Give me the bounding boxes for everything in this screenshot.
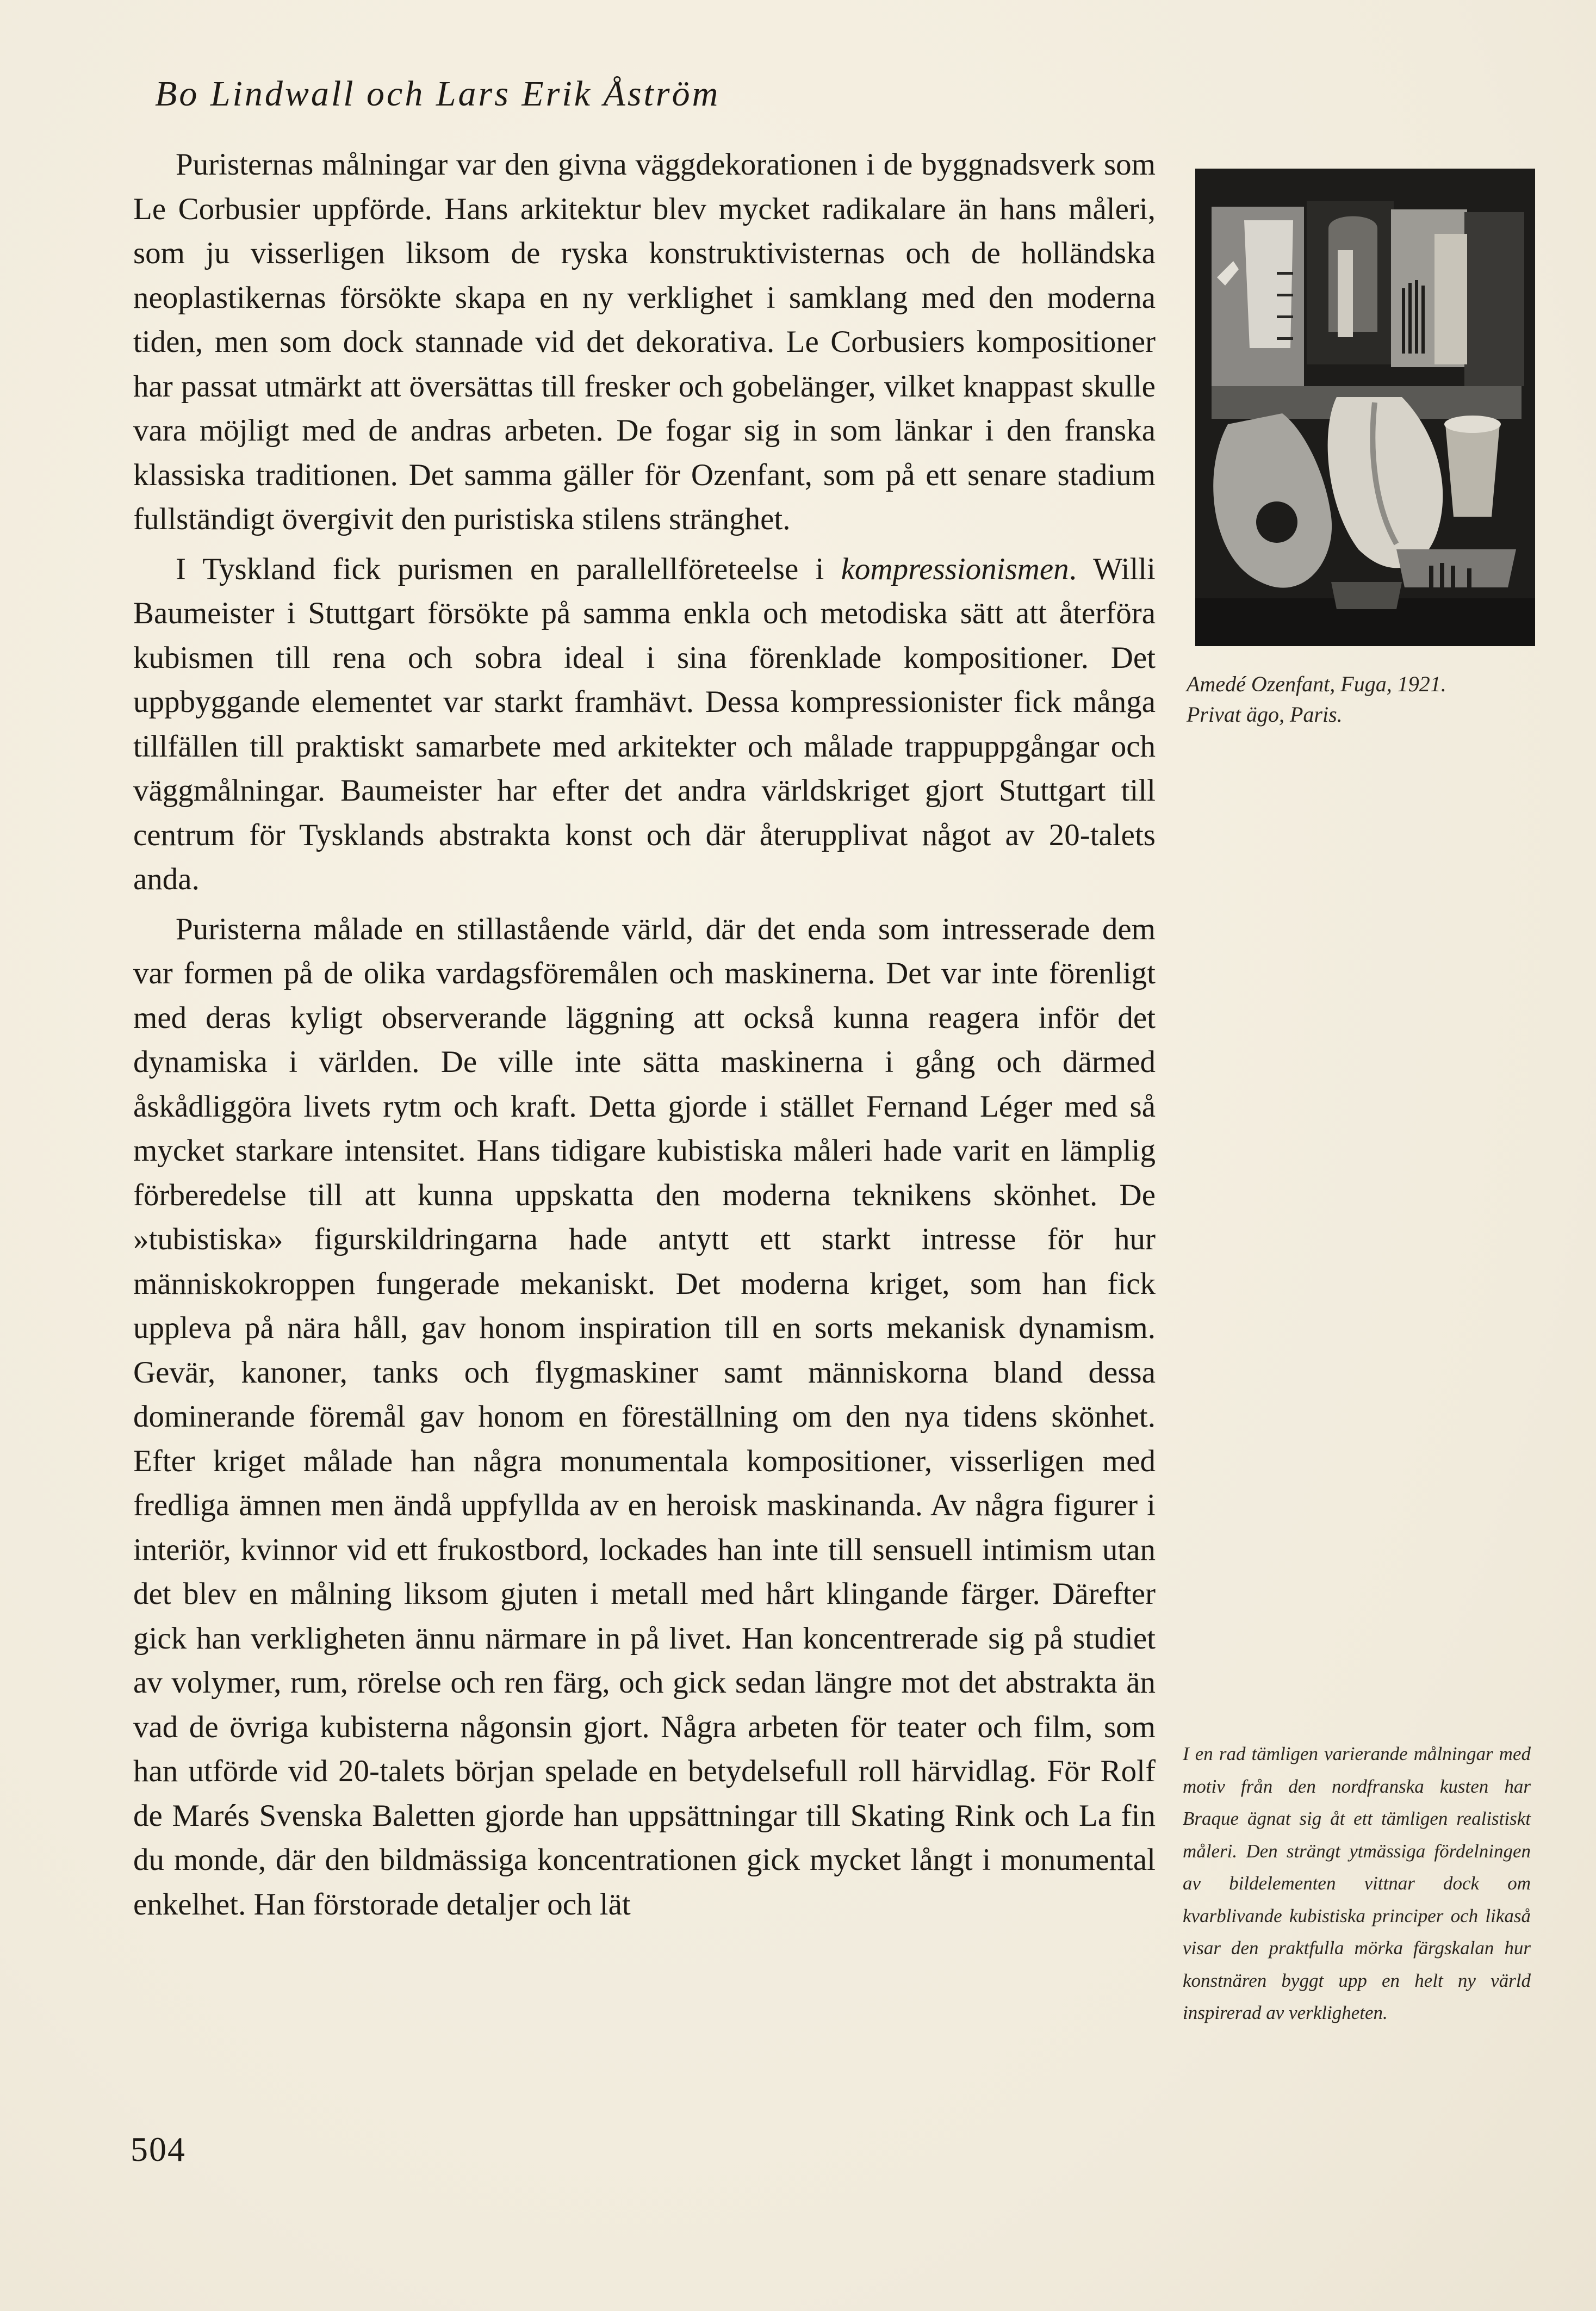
paragraph-2-emphasis: kompressionismen xyxy=(841,552,1069,586)
paragraph-3: Puristerna målade en stillastående värld, där det enda som intresserade dem var formen på de olika vardagsföremålen och maskinerna. Det var inte förenligt med deras kyligt observerande läggning att också kunna reagera inför det dynamiska i världen. De ville inte sätta maskinerna i gång och därmed åskådliggöra livets rytm och kraft. Detta gjorde i stället Fernand Léger med så mycket starkare intensitet. Hans tidigare kubistiska måleri hade varit en lämplig förberedelse till att kunna uppskatta den moderna teknikens skönhet. De »tubistiska» figurskildringarna hade antytt ett starkt intresse för hur människokroppen fungerade mekaniskt. Det moderna kriget, som han fick uppleva på nära håll, gav honom inspiration till en sorts mekanisk dynamism. Gevär, kanoner, tanks och flygmaskiner samt människorna bland dessa dominerande föremål gav honom en föreställning om den nya tidens skönhet. Efter kriget målade han några monumentala kompositioner, visserligen med fredliga ämnen men ändå uppfyllda av en heroisk maskinanda. Av några figurer i interiör, kvinnor vid ett frukostbord, lockades han inte till sensuell intimism utan det blev en målning liksom gjuten i metall med hårt klingande färger. Därefter gick han verkligheten ännu närmare in på livet. Han koncentrerade sig på studiet av volymer, rum, rörelse och ren färg, och gick sedan längre mot det abstrakta än vad de övriga kubisterna någonsin gjort. Några arbeten för teater och film, som han utförde vid 20-talets början spelade en betydelsefull roll härvidlag. För Rolf de Marés Svenska Baletten gjorde han uppsättningar till Skating Rink och La fin du monde, där den bildmässiga koncentrationen gick mycket långt i monumental enkelhet. Han förstorade detaljer och lät xyxy=(133,912,1156,1922)
page-number: 504 xyxy=(131,2130,186,2169)
paragraph-1: Puristernas målningar var den givna väggdekorationen i de byggnadsverk som Le Corbusier uppförde. Hans arkitektur blev mycket radikalare än hans måleri, som ju visserligen liksom de ryska konstruktivisternas och de holländska neoplastikernas försökte skapa en ny verklighet i samklang med den moderna tiden, men som dock stannade vid det dekorativa. Le Corbusiers kompositioner har passat utmärkt att översättas till fresker och gobelänger, vilket knappast skulle vara möjligt med de andras arbeten. De fogar sig in som länkar i den franska klassiska traditionen. Det samma gäller för Ozenfant, som på ett senare stadium fullständigt övergivit den puristiska stilens stränghet. xyxy=(133,147,1156,536)
painting-illustration xyxy=(1195,169,1535,646)
paragraph-2-start: I Tyskland fick purismen en parallellföreteelse i xyxy=(176,552,841,586)
paragraph-2 xyxy=(133,547,1156,902)
figure-caption xyxy=(1187,669,1545,730)
body-text xyxy=(133,142,1156,1926)
figure-caption-line-2: Privat ägo, Paris. xyxy=(1187,702,1343,727)
painting-reproduction xyxy=(1195,169,1535,646)
paragraph-2-end: . Willi Baumeister i Stuttgart försökte på samma enkla och metodiska sätt att återföra kubismen till rena och sobra ideal i sina förenklade kompositioner. Det uppbyggande elementet var starkt framhävt. Dessa kompressionister fick många tillfällen till praktiskt samarbete med arkitekter och målade trappuppgångar och väggmålningar. Baumeister har efter det andra världskriget gjort Stuttgart till centrum för Tysklands abstrakta konst och där återupplivat något av 20-talets anda. xyxy=(133,552,1156,896)
margin-note: I en rad tämligen varierande målningar med motiv från den nordfranska kusten har Braque ägnat sig åt ett tämligen realistiskt måleri. Den strängt ytmässiga fördelningen av bildelementen vittnar dock om kvarblivande kubistiska principer och likaså visar den praktfulla mörka färgskalan hur konstnären byggt upp en helt ny värld inspirerad av verkligheten. xyxy=(1183,1743,1531,2023)
figure-caption-line-1: Amedé Ozenfant, Fuga, 1921. xyxy=(1187,672,1446,696)
running-head: Bo Lindwall och Lars Erik Åström xyxy=(155,74,721,114)
